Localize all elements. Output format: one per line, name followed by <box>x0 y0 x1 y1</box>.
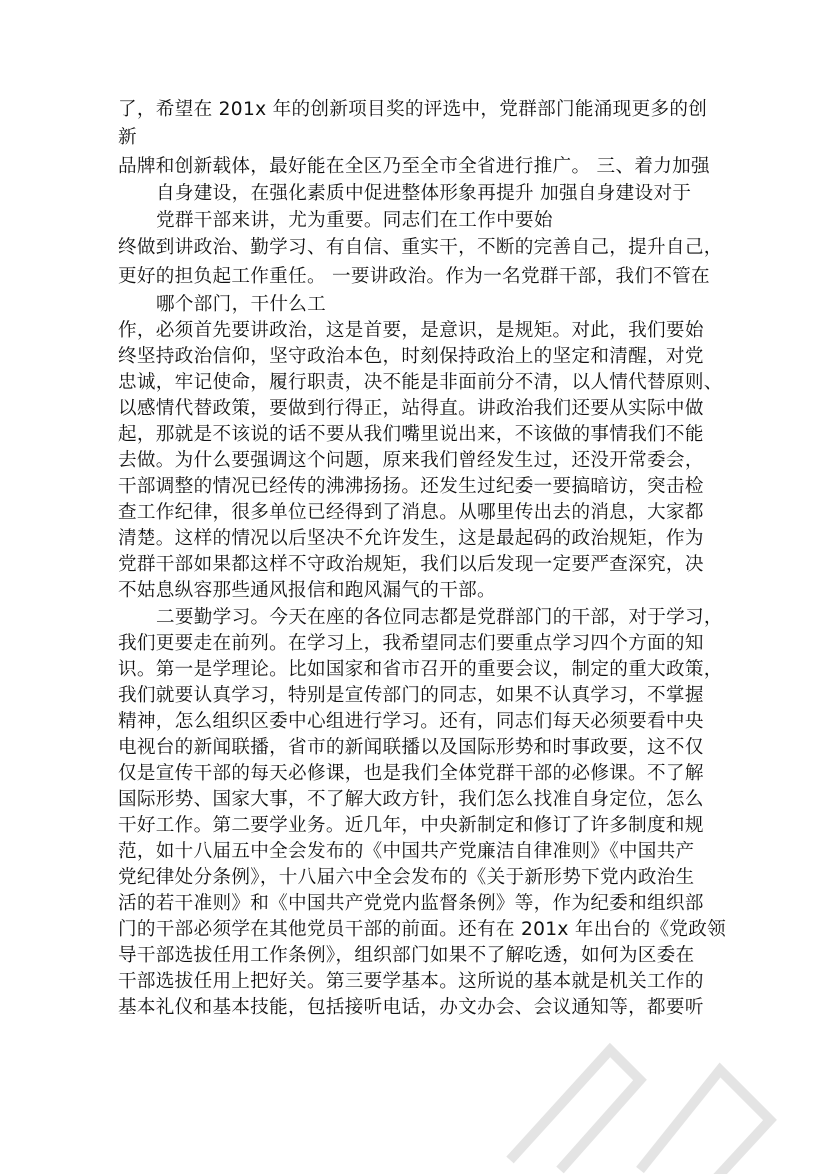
text-line: 党群干部如果都这样不守政治规矩，我们以后发现一定要严查深究，决 <box>118 554 704 575</box>
text-line: 清楚。这样的情况以后坚决不允许发生，这是最起码的政治规矩，作为 <box>118 528 704 549</box>
text-line: 范，如十八届五中全会发布的《中国共产党廉洁自律准则》《中国共产 <box>118 841 695 862</box>
text-line: 电视台的新闻联播，省市的新闻联播以及国际形势和时事政要，这不仅 <box>118 737 704 758</box>
text-line: 哪个部门，干什么工 <box>156 294 327 315</box>
text-line: 终坚持政治信仰，坚守政治本色，时刻保持政治上的坚定和清醒，对党 <box>118 346 704 367</box>
text-line: 二要勤学习。今天在座的各位同志都是党群部门的干部，对于学习， <box>156 607 723 628</box>
text-line: 自身建设，在强化素质中促进整体形象再提升 加强自身建设对于 <box>156 183 692 204</box>
text-line: 识。第一是学理论。比如国家和省市召开的重要会议，制定的重大政策， <box>118 659 723 680</box>
text-line: 基本礼仪和基本技能，包括接听电话，办文办会、会议通知等，都要听 <box>118 997 704 1018</box>
text-line: 党群干部来讲，尤为重要。同志们在工作中要始 <box>156 210 553 231</box>
text-line: 更好的担负起工作重任。 一要讲政治。作为一名党群干部，我们不管在 <box>118 266 710 287</box>
text-line: 新 <box>118 127 137 148</box>
text-line: 以感情代替政策，要做到行得正，站得直。讲政治我们还要从实际中做 <box>118 398 704 419</box>
text-line: 国际形势、国家大事，不了解大政方针，我们怎么找准自身定位，怎么 <box>118 789 704 810</box>
text-line: 作，必须首先要讲政治，这是首要，是意识，是规矩。对此，我们要始 <box>118 320 704 341</box>
text-line: 查工作纪律，很多单位已经得到了消息。从哪里传出去的消息，大家都 <box>118 502 704 523</box>
text-line: 起，那就是不该说的话不要从我们嘴里说出来，不该做的事情我们不能 <box>118 424 704 445</box>
text-line: 活的若干准则》和《中国共产党党内监督条例》等，作为纪委和组织部 <box>118 893 704 914</box>
text-line: 了，希望在 201x 年的创新项目奖的评选中，党群部门能涌现更多的创 <box>118 99 708 120</box>
text-line: 干好工作。第二要学业务。近几年，中央新制定和修订了许多制度和规 <box>118 815 704 836</box>
text-line: 干部选拔任用上把好关。第三要学基本。这所说的基本就是机关工作的 <box>118 971 704 992</box>
text-line: 不姑息纵容那些通风报信和跑风漏气的干部。 <box>118 580 496 601</box>
text-line: 去做。为什么要强调这个问题，原来我们曾经发生过，还没开常委会， <box>118 450 704 471</box>
text-line: 我们就要认真学习，特别是宣传部门的同志，如果不认真学习，不掌握 <box>118 685 704 706</box>
text-line: 仅是宣传干部的每天必修课，也是我们全体党群干部的必修课。不了解 <box>118 763 704 784</box>
text-line: 党纪律处分条例》，十八届六中全会发布的《关于新形势下党内政治生 <box>118 867 695 888</box>
text-line: 我们更要走在前列。在学习上，我希望同志们要重点学习四个方面的知 <box>118 633 704 654</box>
text-line: 干部调整的情况已经传的沸沸扬扬。还发生过纪委一要搞暗访，突击检 <box>118 476 704 497</box>
text-line: 精神，怎么组织区委中心组进行学习。还有，同志们每天必须要看中央 <box>118 711 704 732</box>
watermark-graphic <box>470 1010 830 1174</box>
text-line: 门的干部必须学在其他党员干部的前面。还有在 201x 年出台的《党政领 <box>118 919 727 940</box>
text-line: 终做到讲政治、勤学习、有自信、重实干，不断的完善自己，提升自己， <box>118 237 723 258</box>
text-line: 忠诚，牢记使命，履行职责，决不能是非面前分不清，以人情代替原则、 <box>118 372 723 393</box>
text-line: 品牌和创新载体，最好能在全区乃至全市全省进行推广。 三、着力加强 <box>118 156 710 177</box>
text-line: 导干部选拔任用工作条例》，组织部门如果不了解吃透，如何为区委在 <box>118 945 695 966</box>
